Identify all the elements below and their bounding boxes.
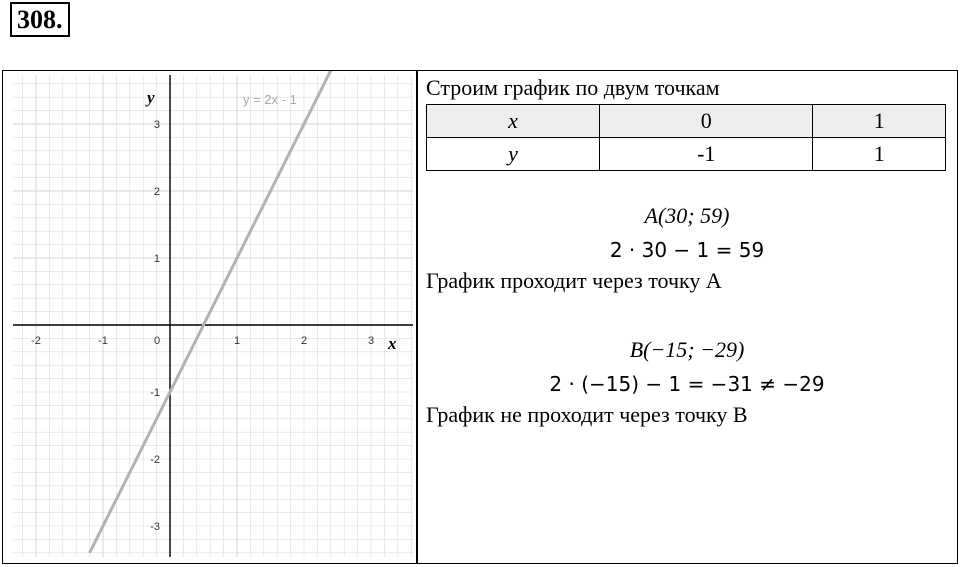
problem-number: 308. [10, 2, 70, 37]
solution-heading: Строим график по двум точкам [426, 75, 720, 100]
table-cell-label: y [427, 138, 600, 171]
table-row-x [427, 105, 946, 138]
y-tick-label: 2 [153, 186, 160, 198]
x-tick-label: -1 [98, 335, 108, 347]
solution-panel [426, 76, 948, 429]
table-row-y [427, 138, 946, 171]
x-tick-label: 3 [367, 335, 375, 347]
table-cell-label: x [427, 105, 600, 138]
point-b-block [426, 333, 948, 429]
table-cell: 0 [600, 105, 813, 138]
table-cell: -1 [600, 138, 813, 171]
point-a-conclusion: График проходит через точку A [426, 268, 722, 293]
values-table [426, 104, 946, 171]
graph-chart [3, 71, 415, 563]
y-tick-label: 3 [153, 119, 160, 131]
point-b-coords: B(−15; −29) [629, 337, 745, 362]
y-tick-label: -3 [150, 521, 160, 533]
x-tick-label: 1 [233, 335, 241, 347]
y-tick-label: -1 [150, 387, 160, 399]
series-label: y = 2x - 1 [243, 92, 297, 107]
axes [13, 75, 413, 557]
column-divider [416, 70, 418, 564]
y-tick-label: -2 [150, 454, 160, 466]
tick-labels [31, 88, 397, 533]
x-tick-label: -2 [31, 335, 41, 347]
grid [13, 75, 413, 557]
point-a-coords: A(30; 59) [644, 203, 730, 228]
y-tick-label: 1 [153, 253, 160, 265]
point-a-block [426, 199, 948, 295]
x-tick-label: 2 [300, 335, 308, 347]
x-tick-label: 0 [153, 335, 161, 347]
point-b-check: 2 · (−15) − 1 = −31 ≠ −29 [549, 372, 825, 396]
table-cell: 1 [813, 138, 946, 171]
point-b-conclusion: График не проходит через точку B [426, 402, 748, 427]
point-a-check: 2 · 30 − 1 = 59 [609, 238, 765, 262]
table-cell: 1 [813, 105, 946, 138]
y-axis-label: y [147, 88, 155, 107]
x-axis-label: x [388, 334, 397, 353]
